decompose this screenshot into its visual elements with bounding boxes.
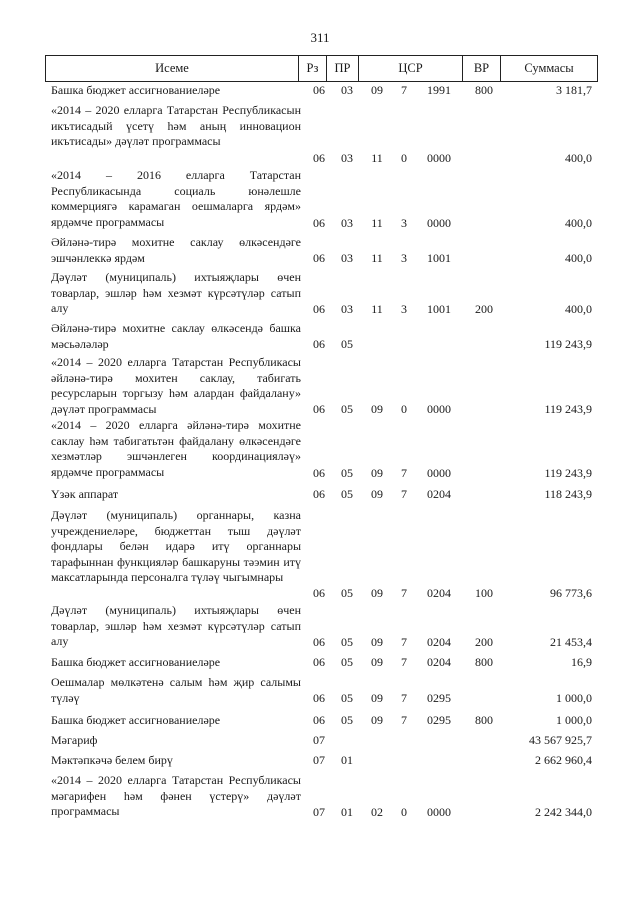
cell-rz: 06	[313, 655, 325, 669]
cell-rz: 06	[313, 151, 325, 165]
cell-csr2: 7	[401, 713, 407, 727]
cell-csr3: 0000	[427, 151, 451, 165]
cell-csr1: 11	[371, 302, 383, 316]
row-name: Үзәк аппарат	[51, 487, 119, 501]
table-row	[0, 235, 640, 266]
cell-pr: 05	[341, 487, 353, 501]
cell-csr2: 7	[401, 635, 407, 649]
table-row	[0, 713, 640, 728]
header-csr: ЦСР	[359, 56, 463, 81]
cell-rz: 06	[313, 487, 325, 501]
cell-sum: 96 773,6	[550, 586, 592, 600]
cell-csr1: 09	[371, 466, 383, 480]
cell-csr3: 0204	[427, 655, 451, 669]
cell-pr: 05	[341, 635, 353, 649]
cell-rz: 07	[313, 805, 325, 819]
cell-csr3: 1001	[427, 302, 451, 316]
row-name: «2014 – 2020 елларга Татарстан Республикасы мәгарифен һәм фәнен үстерү» дәүләт программасы	[51, 773, 301, 818]
row-name: Дәүләт (муниципаль) ихтыяҗлары өчен товарлар, эшләр һәм хезмәт күрсәтүләр сатып алу	[51, 270, 301, 315]
cell-rz: 06	[313, 216, 325, 230]
header-pr: ПР	[327, 56, 359, 81]
table-row	[0, 655, 640, 670]
cell-csr3: 0000	[427, 805, 451, 819]
cell-sum: 2 662 960,4	[535, 753, 592, 767]
cell-csr3: 0204	[427, 635, 451, 649]
cell-csr3: 0295	[427, 713, 451, 727]
table-row	[0, 603, 640, 650]
cell-pr: 05	[341, 402, 353, 416]
cell-sum: 1 000,0	[556, 691, 592, 705]
cell-rz: 06	[313, 713, 325, 727]
cell-csr3: 0000	[427, 402, 451, 416]
cell-vr: 100	[475, 586, 493, 600]
cell-csr2: 3	[401, 251, 407, 265]
table-row	[0, 487, 640, 502]
cell-csr1: 09	[371, 586, 383, 600]
cell-rz: 06	[313, 302, 325, 316]
cell-csr1: 09	[371, 402, 383, 416]
table-row	[0, 773, 640, 820]
cell-csr1: 09	[371, 83, 383, 97]
table-row	[0, 355, 640, 417]
cell-rz: 06	[313, 586, 325, 600]
cell-pr: 03	[341, 216, 353, 230]
cell-pr: 01	[341, 805, 353, 819]
row-name: «2014 – 2020 елларга әйләнә-тирә мохитне саклау һәм табигатьтән файдалану өлкәсендәге хезмәтләр эшчәнлеген координацияләү» ярдәмче программасы	[51, 418, 301, 479]
cell-sum: 400,0	[565, 216, 592, 230]
row-name: Башка бюджет ассигнованиеләре	[51, 83, 221, 97]
cell-vr: 800	[475, 83, 493, 97]
page-number: 311	[310, 30, 330, 45]
row-name: Мәгариф	[51, 733, 98, 747]
row-name: «2014 – 2020 елларга Татарстан Республикасы әйләнә-тирә мохитен саклау, табигать ресурсларын торгызу һәм алардан файдалану» дәүләт программасы	[51, 355, 301, 416]
cell-rz: 06	[313, 466, 325, 480]
table-row	[0, 83, 640, 98]
cell-csr2: 7	[401, 83, 407, 97]
cell-pr: 05	[341, 466, 353, 480]
table-row	[0, 321, 640, 352]
cell-pr: 05	[341, 691, 353, 705]
table-row	[0, 733, 640, 748]
cell-sum: 119 243,9	[544, 337, 592, 351]
table-row	[0, 103, 640, 166]
cell-csr2: 0	[401, 402, 407, 416]
row-name: Башка бюджет ассигнованиеләре	[51, 713, 221, 727]
table-row	[0, 418, 640, 481]
header-rz: Рз	[299, 56, 327, 81]
cell-sum: 400,0	[565, 151, 592, 165]
table-row	[0, 753, 640, 768]
row-name: Дәүләт (муниципаль) ихтыяҗлары өчен товарлар, эшләр һәм хезмәт күрсәтүләр сатып алу	[51, 603, 301, 648]
cell-rz: 06	[313, 402, 325, 416]
cell-csr2: 3	[401, 302, 407, 316]
cell-sum: 3 181,7	[556, 83, 592, 97]
cell-csr3: 0204	[427, 487, 451, 501]
cell-rz: 06	[313, 83, 325, 97]
cell-vr: 200	[475, 635, 493, 649]
cell-csr2: 0	[401, 151, 407, 165]
row-name: «2014 – 2016 елларга Татарстан Республикасында социаль юнәлешле коммерциягә карамаган оешмаларга ярдәм» ярдәмче программасы	[51, 168, 301, 229]
cell-csr3: 0000	[427, 466, 451, 480]
row-name: Мәктәпкәчә белем бирү	[51, 753, 173, 767]
cell-csr2: 0	[401, 805, 407, 819]
cell-rz: 06	[313, 635, 325, 649]
cell-rz: 06	[313, 691, 325, 705]
cell-sum: 400,0	[565, 251, 592, 265]
cell-vr: 800	[475, 655, 493, 669]
cell-csr3: 0295	[427, 691, 451, 705]
cell-csr1: 09	[371, 655, 383, 669]
cell-csr3: 0204	[427, 586, 451, 600]
cell-pr: 05	[341, 337, 353, 351]
table-row	[0, 270, 640, 317]
cell-vr: 200	[475, 302, 493, 316]
row-name: Башка бюджет ассигнованиеләре	[51, 655, 221, 669]
cell-vr: 800	[475, 713, 493, 727]
cell-csr1: 11	[371, 251, 383, 265]
cell-csr2: 7	[401, 691, 407, 705]
cell-sum: 119 243,9	[544, 466, 592, 480]
cell-csr1: 02	[371, 805, 383, 819]
cell-csr2: 3	[401, 216, 407, 230]
header-name: Исеме	[46, 56, 299, 81]
cell-pr: 03	[341, 302, 353, 316]
cell-sum: 16,9	[571, 655, 592, 669]
cell-sum: 2 242 344,0	[535, 805, 592, 819]
cell-pr: 05	[341, 713, 353, 727]
table-row	[0, 508, 640, 601]
cell-pr: 03	[341, 151, 353, 165]
header-vr: ВР	[463, 56, 501, 81]
cell-csr3: 1001	[427, 251, 451, 265]
table-row	[0, 168, 640, 231]
cell-csr2: 7	[401, 487, 407, 501]
cell-rz: 06	[313, 251, 325, 265]
cell-sum: 118 243,9	[544, 487, 592, 501]
cell-csr1: 09	[371, 713, 383, 727]
cell-csr2: 7	[401, 466, 407, 480]
cell-pr: 03	[341, 83, 353, 97]
cell-csr2: 7	[401, 655, 407, 669]
row-name: «2014 – 2020 елларга Татарстан Республикасын икътисадый үсетү һәм аның инновацион икътисады» дәүләт программасы	[51, 103, 301, 148]
cell-rz: 07	[313, 753, 325, 767]
cell-csr1: 09	[371, 691, 383, 705]
table-row	[0, 675, 640, 706]
cell-sum: 119 243,9	[544, 402, 592, 416]
cell-csr1: 09	[371, 635, 383, 649]
row-name: Дәүләт (муниципаль) органнары, казна учреждениеләре, бюджеттан тыш дәүләт фондлары белән идарә итү органнары тарафыннан функцияләр башкаруны тәэмин итү максатларында персоналга түләү чыгымнары	[51, 508, 301, 584]
row-name: Әйләнә-тирә мохитне саклау өлкәсендә башка мәсьәләләр	[51, 321, 301, 351]
cell-csr1: 11	[371, 151, 383, 165]
row-name: Әйләнә-тирә мохитне саклау өлкәсендәге эшчәнлеккә ярдәм	[51, 235, 301, 265]
cell-sum: 43 567 925,7	[529, 733, 592, 747]
cell-csr1: 09	[371, 487, 383, 501]
cell-csr3: 0000	[427, 216, 451, 230]
cell-pr: 05	[341, 655, 353, 669]
row-name: Оешмалар мөлкәтенә салым һәм җир салымы түләү	[51, 675, 301, 705]
cell-rz: 07	[313, 733, 325, 747]
cell-csr1: 11	[371, 216, 383, 230]
cell-sum: 1 000,0	[556, 713, 592, 727]
cell-pr: 03	[341, 251, 353, 265]
cell-rz: 06	[313, 337, 325, 351]
cell-csr2: 7	[401, 586, 407, 600]
cell-sum: 21 453,4	[550, 635, 592, 649]
header-sum: Суммасы	[524, 61, 574, 75]
cell-pr: 05	[341, 586, 353, 600]
cell-sum: 400,0	[565, 302, 592, 316]
cell-csr3: 1991	[427, 83, 451, 97]
cell-pr: 01	[341, 753, 353, 767]
